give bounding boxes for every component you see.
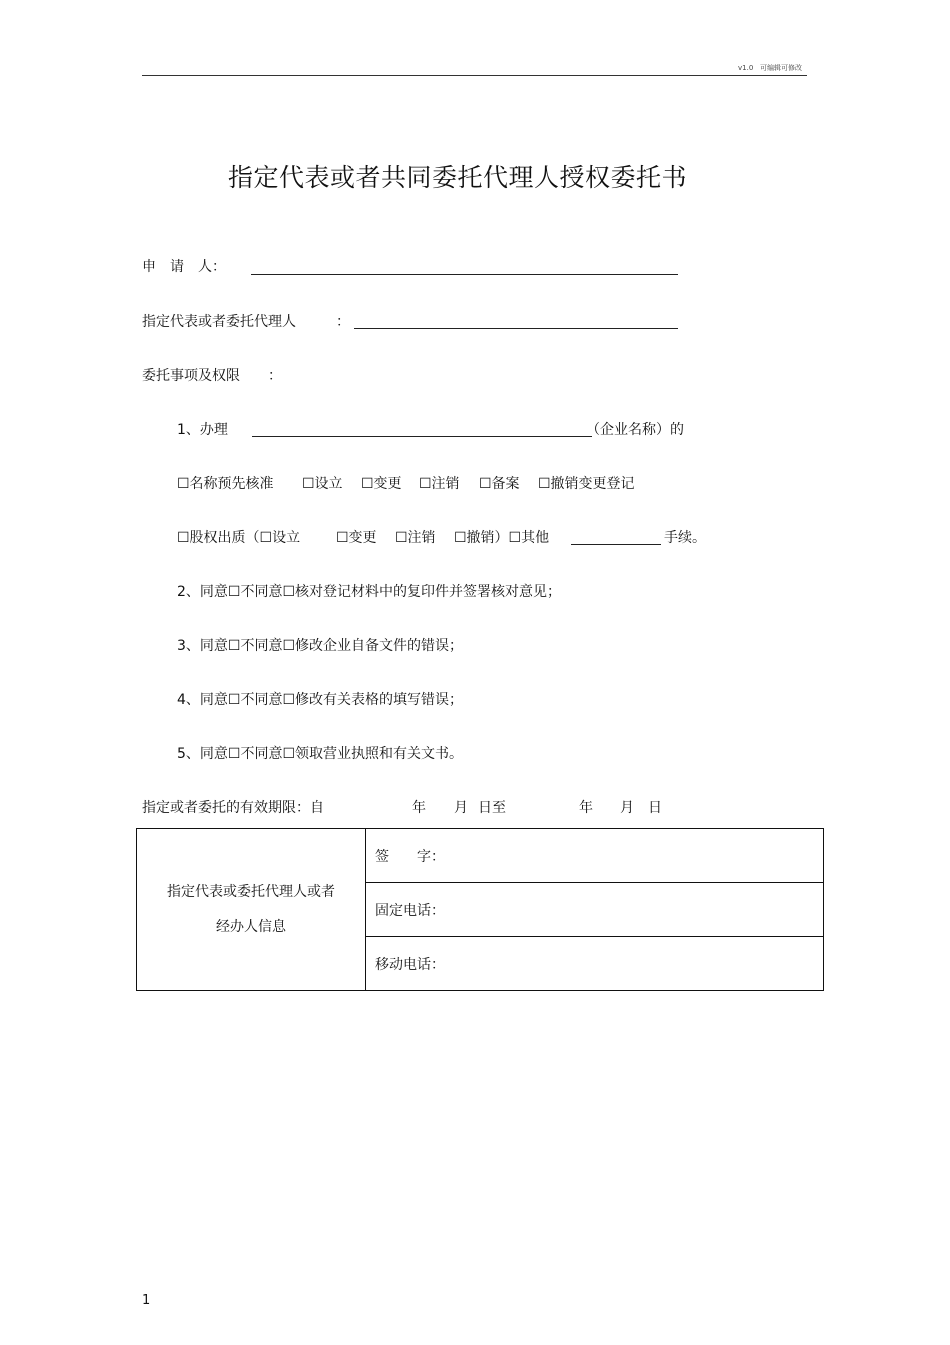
mobile-cell[interactable]: [366, 937, 824, 991]
header-note: [738, 63, 802, 73]
landline-cell[interactable]: [366, 883, 824, 937]
item3-text: 3、同意☐不同意☐修改企业自备文件的错误；: [177, 638, 464, 654]
checkbox-pledge-change[interactable]: ☐变更: [336, 530, 377, 546]
validity-year-start: 年: [412, 800, 426, 816]
mobile-label: 移动电话：: [375, 956, 445, 973]
checkbox-revoke-change[interactable]: ☐撤销变更登记: [538, 476, 635, 492]
checkbox-cancel[interactable]: ☐注销: [419, 476, 460, 492]
scope-label: 委托事项及权限: [142, 368, 240, 384]
item4-text: 4、同意☐不同意☐修改有关表格的填写错误；: [177, 692, 464, 708]
checkbox-establish[interactable]: ☐设立: [302, 476, 343, 492]
agent-info-heading-line2: 经办人信息: [216, 918, 286, 935]
editable-note: 可编辑可修改: [759, 64, 802, 72]
signature-label: 签 字：: [375, 848, 445, 865]
validity-label: 指定或者委托的有效期限：自: [142, 800, 324, 816]
agent-label: 指定代表或者委托代理人: [142, 314, 296, 330]
agent-info-table: [136, 828, 824, 991]
item2-text: 2、同意☐不同意☐核对登记材料中的复印件并签署核对意见；: [177, 584, 562, 600]
checkbox-equity-pledge-establish[interactable]: ☐股权出质（☐设立: [177, 530, 301, 546]
checkbox-change[interactable]: ☐变更: [361, 476, 402, 492]
page-number: 1: [142, 1293, 151, 1308]
landline-label: 固定电话：: [375, 902, 445, 919]
validity-month-start: 月: [454, 800, 468, 816]
signature-cell[interactable]: [366, 829, 824, 883]
header-rule: [142, 75, 807, 76]
item1-prefix: 1、办理: [177, 422, 228, 438]
agent-colon: ：: [336, 314, 350, 330]
applicant-blank[interactable]: [251, 274, 678, 275]
version-label: v1.0: [738, 64, 754, 72]
checkbox-pledge-cancel[interactable]: ☐注销: [395, 530, 436, 546]
company-name-blank[interactable]: [252, 436, 592, 437]
validity-day-end: 日: [648, 800, 662, 816]
validity-month-end: 月: [620, 800, 634, 816]
item5-text: 5、同意☐不同意☐领取营业执照和有关文书。: [177, 746, 464, 762]
document-title: 指定代表或者共同委托代理人授权委托书: [227, 163, 687, 192]
applicant-label: 申 请 人：: [142, 259, 226, 275]
item1-suffix: （企业名称）的: [586, 422, 684, 438]
other-procedure-blank[interactable]: [571, 544, 661, 545]
checkbox-filing[interactable]: ☐备案: [479, 476, 520, 492]
checkbox-pledge-revoke-other[interactable]: ☐撤销）☐其他: [454, 530, 550, 546]
checkbox-name-preapproval[interactable]: ☐名称预先核准: [177, 476, 274, 492]
agent-blank[interactable]: [354, 328, 678, 329]
agent-info-heading-line1: 指定代表或委托代理人或者: [167, 883, 335, 900]
validity-day-to: 日至: [478, 800, 506, 816]
procedure-suffix: 手续。: [664, 530, 706, 546]
validity-year-end: 年: [579, 800, 593, 816]
agent-info-heading: [137, 829, 366, 991]
scope-colon: ：: [268, 368, 282, 384]
